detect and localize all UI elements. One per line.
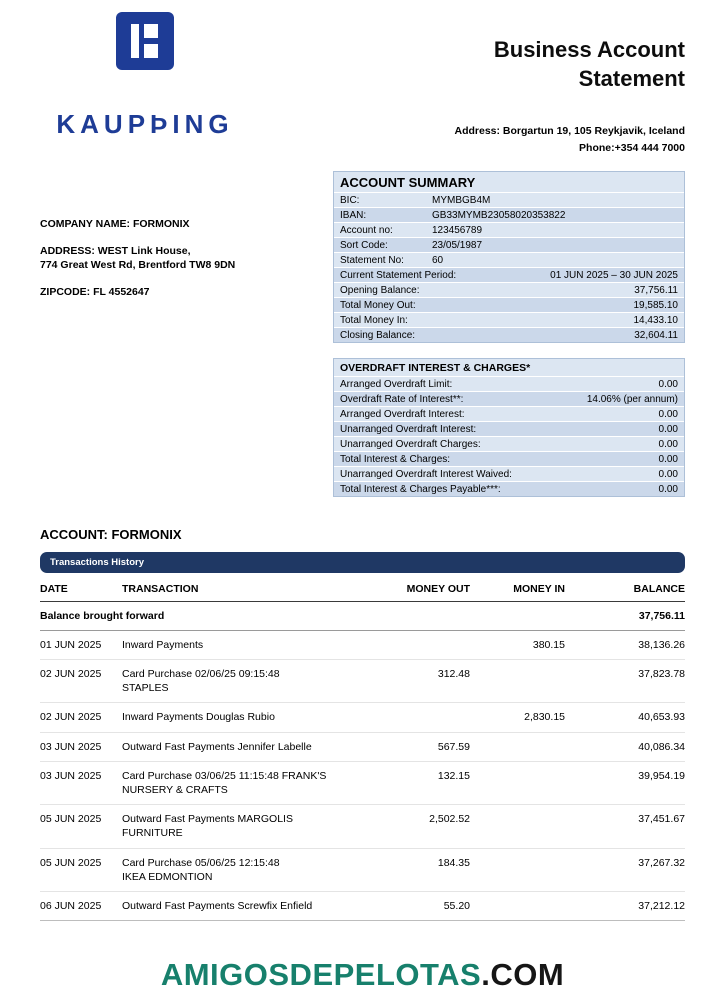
bank-phone: Phone:+354 444 7000 xyxy=(579,141,685,154)
transactions-table xyxy=(40,575,685,921)
row-value: 0.00 xyxy=(658,468,678,480)
tx-line2: FURNITURE xyxy=(122,827,183,840)
cell-money-out: 312.48 xyxy=(385,660,470,703)
header-date: DATE xyxy=(40,575,122,602)
cell-transaction xyxy=(122,805,385,848)
cell-date: 03 JUN 2025 xyxy=(40,732,122,761)
bank-address: Address: Borgartun 19, 105 Reykjavik, Iceland xyxy=(454,125,685,138)
header-balance: BALANCE xyxy=(565,575,685,602)
cell-date: 01 JUN 2025 xyxy=(40,630,122,659)
tx-line1: Card Purchase 02/06/25 09:15:48 xyxy=(122,668,280,681)
company-address-line2: 774 Great West Rd, Brentford TW8 9DN xyxy=(40,259,236,272)
cell-money-out xyxy=(385,703,470,732)
row-value: 19,585.10 xyxy=(633,299,678,311)
overdraft-row-unarranged-charges xyxy=(334,436,684,451)
cell-date: 02 JUN 2025 xyxy=(40,703,122,732)
site-watermark xyxy=(40,957,685,993)
right-column xyxy=(333,171,685,497)
bf-balance: 37,756.11 xyxy=(565,601,685,630)
cell-money-in xyxy=(470,761,565,804)
overdraft-row-interest-waived xyxy=(334,466,684,481)
row-value: 0.00 xyxy=(658,423,678,435)
account-summary-title: ACCOUNT SUMMARY xyxy=(334,172,684,192)
cell-money-in xyxy=(470,891,565,920)
transaction-row xyxy=(40,805,685,848)
mid-section xyxy=(40,171,685,497)
tx-line1: Card Purchase 05/06/25 12:15:48 xyxy=(122,856,280,869)
summary-row-sort-code xyxy=(334,237,684,252)
transaction-row xyxy=(40,848,685,891)
row-label: Account no: xyxy=(340,224,393,236)
cell-transaction xyxy=(122,761,385,804)
company-zipcode: ZIPCODE: FL 4552647 xyxy=(40,286,150,299)
summary-row-bic xyxy=(334,192,684,207)
bf-label: Balance brought forward xyxy=(40,601,385,630)
summary-row-total-in xyxy=(334,312,684,327)
overdraft-box xyxy=(333,358,685,497)
row-value: MYMBGB4M xyxy=(432,194,491,206)
cell-money-in xyxy=(470,848,565,891)
transaction-row xyxy=(40,660,685,703)
row-value: 60 xyxy=(432,254,444,266)
row-label: Arranged Overdraft Limit: xyxy=(340,378,453,390)
cell-date: 05 JUN 2025 xyxy=(40,848,122,891)
cell-money-in xyxy=(470,805,565,848)
summary-row-closing-balance xyxy=(334,327,684,342)
cell-transaction xyxy=(122,630,385,659)
tx-line1: Outward Fast Payments MARGOLIS xyxy=(122,813,293,826)
company-name: COMPANY NAME: FORMONIX xyxy=(40,217,190,230)
overdraft-row-total-interest xyxy=(334,451,684,466)
site-tld: .COM xyxy=(481,957,565,993)
row-label: Total Money In: xyxy=(340,314,408,326)
cell-balance: 39,954.19 xyxy=(565,761,685,804)
cell-money-in: 2,830.15 xyxy=(470,703,565,732)
cell-money-out: 567.59 xyxy=(385,732,470,761)
row-value: GB33MYMB23058020353822 xyxy=(432,209,566,221)
cell-transaction xyxy=(122,660,385,703)
cell-balance: 38,136.26 xyxy=(565,630,685,659)
row-value: 23/05/1987 xyxy=(432,239,483,251)
overdraft-row-limit xyxy=(334,376,684,391)
cell-date: 05 JUN 2025 xyxy=(40,805,122,848)
cell-balance: 40,653.93 xyxy=(565,703,685,732)
cell-money-in xyxy=(470,660,565,703)
overdraft-title: OVERDRAFT INTEREST & CHARGES* xyxy=(334,359,684,376)
row-label: Opening Balance: xyxy=(340,284,420,296)
row-label: BIC: xyxy=(340,194,360,206)
transaction-row xyxy=(40,891,685,920)
table-header-row xyxy=(40,575,685,602)
company-address-line1: ADDRESS: WEST Link House, xyxy=(40,244,191,257)
site-name: AMIGOSDEPELOTAS xyxy=(160,957,482,993)
row-label: Total Interest & Charges: xyxy=(340,453,451,465)
tx-line1: Outward Fast Payments Jennifer Labelle xyxy=(122,740,312,753)
cell-date: 02 JUN 2025 xyxy=(40,660,122,703)
balance-brought-forward-row xyxy=(40,601,685,630)
row-label: Total Money Out: xyxy=(340,299,416,311)
page-title-line2: Statement xyxy=(578,65,685,91)
cell-balance: 37,451.67 xyxy=(565,805,685,848)
cell-money-out: 132.15 xyxy=(385,761,470,804)
tx-line1: Outward Fast Payments Screwfix Enfield xyxy=(122,899,313,912)
page-title-line1: Business Account xyxy=(493,37,685,62)
tx-line2: IKEA EDMONTION xyxy=(122,870,213,883)
row-label: Overdraft Rate of Interest**: xyxy=(340,393,464,405)
cell-money-out: 55.20 xyxy=(385,891,470,920)
cell-transaction xyxy=(122,848,385,891)
row-value: 0.00 xyxy=(658,408,678,420)
summary-row-account-no xyxy=(334,222,684,237)
header-right xyxy=(454,12,685,157)
header-transaction: TRANSACTION xyxy=(122,575,385,602)
cell-money-out xyxy=(385,630,470,659)
overdraft-row-arranged-interest xyxy=(334,406,684,421)
tx-line1: Inward Payments xyxy=(122,638,204,651)
cell-transaction xyxy=(122,703,385,732)
brand-block xyxy=(40,12,250,140)
row-label: IBAN: xyxy=(340,209,367,221)
cell-transaction xyxy=(122,891,385,920)
row-label: Statement No: xyxy=(340,254,404,266)
row-label: Sort Code: xyxy=(340,239,388,251)
transaction-row xyxy=(40,630,685,659)
row-label: Total Interest & Charges Payable***: xyxy=(340,483,501,495)
summary-row-opening-balance xyxy=(334,282,684,297)
summary-row-statement-no xyxy=(334,252,684,267)
transaction-row xyxy=(40,703,685,732)
row-label: Unarranged Overdraft Charges: xyxy=(340,438,481,450)
tx-line2: STAPLES xyxy=(122,682,169,695)
row-value: 14,433.10 xyxy=(633,314,678,326)
row-value: 0.00 xyxy=(658,453,678,465)
row-value: 01 JUN 2025 – 30 JUN 2025 xyxy=(550,269,678,281)
cell-money-in: 380.15 xyxy=(470,630,565,659)
header-money-out: MONEY OUT xyxy=(385,575,470,602)
summary-row-total-out xyxy=(334,297,684,312)
cell-money-out: 184.35 xyxy=(385,848,470,891)
row-value: 32,604.11 xyxy=(634,329,678,341)
cell-transaction xyxy=(122,732,385,761)
account-heading: ACCOUNT: FORMONIX xyxy=(40,526,182,542)
row-label: Unarranged Overdraft Interest Waived: xyxy=(340,468,512,480)
tx-line1: Card Purchase 03/06/25 11:15:48 FRANK'S xyxy=(122,769,327,782)
tx-line2: NURSERY & CRAFTS xyxy=(122,783,228,796)
row-value: 37,756.11 xyxy=(634,284,678,296)
cell-money-out: 2,502.52 xyxy=(385,805,470,848)
cell-balance: 37,823.78 xyxy=(565,660,685,703)
bank-contact xyxy=(454,123,685,157)
row-value: 0.00 xyxy=(658,438,678,450)
cell-balance: 40,086.34 xyxy=(565,732,685,761)
overdraft-row-rate xyxy=(334,391,684,406)
transactions-history-bar: Transactions History xyxy=(40,552,685,573)
company-info xyxy=(40,171,320,497)
summary-row-period xyxy=(334,267,684,282)
row-label: Arranged Overdraft Interest: xyxy=(340,408,465,420)
overdraft-row-unarranged-interest xyxy=(334,421,684,436)
row-value: 123456789 xyxy=(432,224,483,236)
row-label: Current Statement Period: xyxy=(340,269,457,281)
brand-wordmark: KAUPÞING xyxy=(56,109,234,139)
transaction-row xyxy=(40,761,685,804)
row-label: Unarranged Overdraft Interest: xyxy=(340,423,477,435)
cell-balance: 37,212.12 xyxy=(565,891,685,920)
row-label: Closing Balance: xyxy=(340,329,416,341)
kaupthing-logo-icon xyxy=(116,12,174,75)
tx-line1: Inward Payments Douglas Rubio xyxy=(122,711,275,724)
cell-balance: 37,267.32 xyxy=(565,848,685,891)
overdraft-row-total-payable xyxy=(334,481,684,496)
row-value: 14.06% (per annum) xyxy=(586,393,678,405)
summary-row-iban xyxy=(334,207,684,222)
row-value: 0.00 xyxy=(658,483,678,495)
account-summary-box xyxy=(333,171,685,343)
row-value: 0.00 xyxy=(658,378,678,390)
cell-money-in xyxy=(470,732,565,761)
transaction-row xyxy=(40,732,685,761)
cell-date: 03 JUN 2025 xyxy=(40,761,122,804)
header-money-in: MONEY IN xyxy=(470,575,565,602)
cell-date: 06 JUN 2025 xyxy=(40,891,122,920)
header xyxy=(40,12,685,157)
